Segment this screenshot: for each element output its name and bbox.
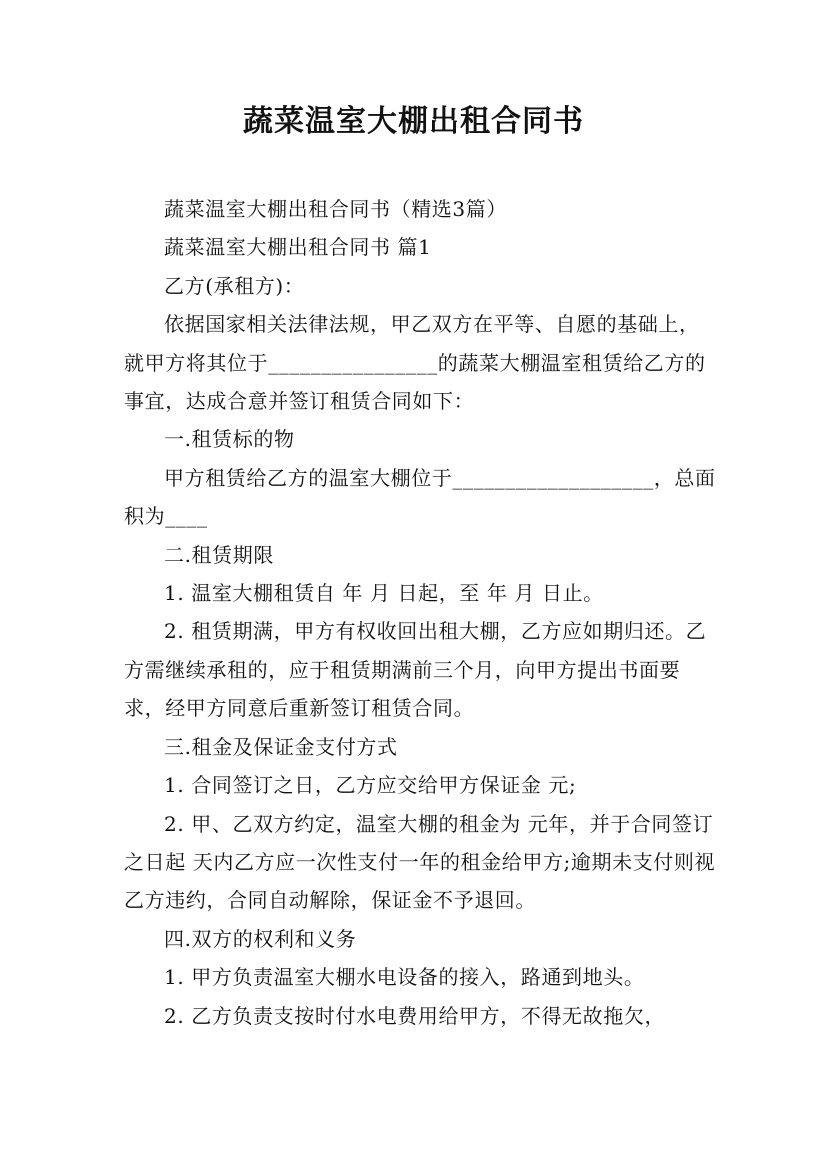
paragraph-subtitle: 蔬菜温室大棚出租合同书（精选3篇） [164, 197, 507, 221]
paragraph-payment-1: 1. 合同签订之日，乙方应交给甲方保证金 元; [164, 773, 577, 798]
paragraph-term-1: 1. 温室大棚租赁自 年 月 日起，至 年 月 日止。 [164, 581, 604, 606]
document-title: 蔬菜温室大棚出租合同书 [243, 104, 584, 139]
paragraph-article-heading: 蔬菜温室大棚出租合同书 篇1 [164, 235, 432, 260]
section-heading-payment: 三.租金及保证金支付方式 [164, 734, 398, 759]
section-heading-term: 二.租赁期限 [164, 542, 274, 567]
section-heading-rights: 四.双方的权利和义务 [164, 926, 357, 951]
paragraph-payment-2: 2. 甲、乙双方约定，温室大棚的租金为 元年，并于合同签订之日起 天内乙方应一次性支付一年的租金给甲方;逾期未支付则视乙方违约，合同自动解除，保证金不予退回。 [124, 811, 716, 913]
paragraph-party-b: 乙方(承租方)： [164, 273, 305, 298]
paragraph-location-area: 甲方租赁给乙方的温室大棚位于___________________，总面积为____ [124, 465, 716, 529]
paragraph-term-2: 2. 租赁期满，甲方有权收回出租大棚，乙方应如期归还。乙方需继续承租的，应于租赁期满前三个月，向甲方提出书面要求，经甲方同意后重新签订租赁合同。 [124, 619, 707, 721]
section-heading-subject: 一.租赁标的物 [164, 427, 295, 452]
paragraph-preamble: 依据国家相关法律法规，甲乙双方在平等、自愿的基础上，就甲方将其位于________________的蔬菜大棚温室租赁给乙方的事宜，达成合意并签订租赁合同如下： [124, 312, 706, 414]
document-body [124, 190, 716, 1035]
paragraph-rights-2: 2. 乙方负责支按时付水电费用给甲方，不得无故拖欠， [164, 1003, 666, 1028]
paragraph-rights-1: 1. 甲方负责温室大棚水电设备的接入，路通到地头。 [164, 965, 645, 990]
